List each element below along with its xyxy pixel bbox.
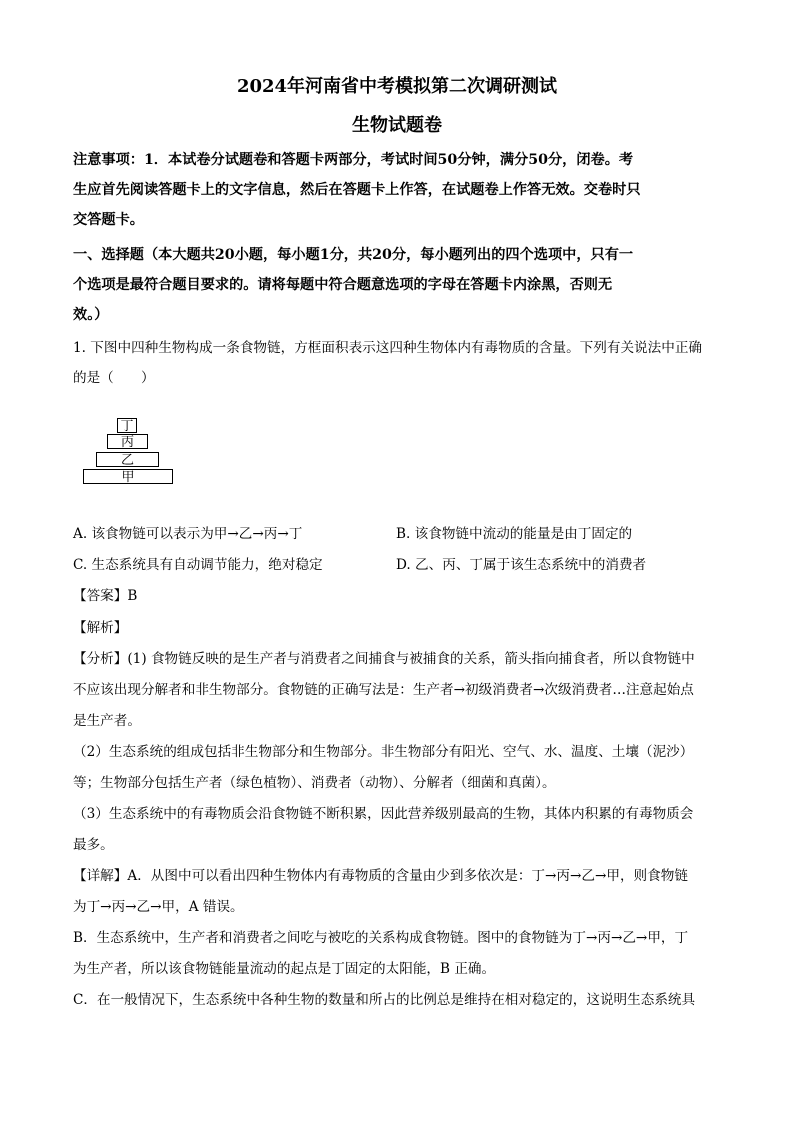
notice-line-3: 交答题卡。	[73, 212, 144, 228]
pyramid-box-jia: 甲	[83, 469, 173, 484]
pyramid-box-bing: 丙	[107, 434, 148, 449]
pyramid-box-yi: 乙	[96, 452, 159, 467]
page-subtitle: 生物试题卷	[352, 115, 442, 136]
section-line-1: 一、选择题（本大题共20小题，每小题1分，共20分，每小题列出的四个选项中，只有一	[73, 247, 634, 263]
pyramid-box-ding: 丁	[117, 418, 137, 433]
analysis-line-11: 为生产者，所以该食物链能量流动的起点是丁固定的太阳能，B 正确。	[73, 961, 496, 977]
notice-line-1: 注意事项：1．本试卷分试题卷和答题卡两部分，考试时间50分钟，满分50分，闭卷。考	[73, 152, 634, 168]
option-c: C. 生态系统具有自动调节能力，绝对稳定	[73, 557, 323, 573]
analysis-line-5: 等；生物部分包括生产者（绿色植物）、消费者（动物）、分解者（细菌和真菌）。	[73, 775, 556, 791]
analysis-line-12: C．在一般情况下，生态系统中各种生物的数量和所占的比例总是维持在相对稳定的，这说明生态系统具	[73, 992, 696, 1008]
analysis-line-10: B．生态系统中，生产者和消费者之间吃与被吃的关系构成食物链。图中的食物链为丁→丙→乙→甲，丁	[73, 930, 689, 946]
analysis-line-3: 是生产者。	[73, 713, 141, 729]
analysis-label: 【解析】	[73, 620, 128, 636]
analysis-line-2: 不应该出现分解者和非生物部分。食物链的正确写法是：生产者→初级消费者→次级消费者…注意起始点	[73, 682, 694, 698]
question-line-2: 的是（ ）	[73, 370, 155, 386]
analysis-line-6: （3）生态系统中的有毒物质会沿食物链不断积累，因此营养级别最高的生物，其体内积累的有毒物质会	[73, 806, 694, 822]
option-d: D. 乙、丙、丁属于该生态系统中的消费者	[396, 557, 647, 573]
page-title: 2024年河南省中考模拟第二次调研测试	[236, 76, 558, 97]
section-line-2: 个选项是最符合题目要求的。请将每题中符合题意选项的字母在答题卡内涂黑，否则无	[73, 277, 613, 293]
notice-line-2: 生应首先阅读答题卡上的文字信息，然后在答题卡上作答，在试题卷上作答无效。交卷时只	[73, 182, 641, 198]
question-line-1: 1. 下图中四种生物构成一条食物链，方框面积表示这四种生物体内有毒物质的含量。下列有关说法中正确	[73, 340, 703, 356]
analysis-line-8: 【详解】A．从图中可以看出四种生物体内有毒物质的含量由少到多依次是：丁→丙→乙→甲，则食物链	[73, 868, 688, 884]
analysis-line-7: 最多。	[73, 837, 114, 853]
analysis-line-1: 【分析】(1) 食物链反映的是生产者与消费者之间捕食与被捕食的关系，箭头指向捕食者，所以食物链中	[73, 651, 695, 667]
option-a: A. 该食物链可以表示为甲→乙→丙→丁	[73, 526, 303, 542]
section-line-3: 效。）	[73, 307, 109, 323]
option-b: B. 该食物链中流动的能量是由丁固定的	[396, 526, 633, 542]
analysis-line-9: 为丁→丙→乙→甲，A 错误。	[73, 899, 244, 915]
answer-line: 【答案】B	[73, 588, 138, 604]
analysis-line-4: （2）生态系统的组成包括非生物部分和生物部分。非生物部分有阳光、空气、水、温度、土壤（泥沙）	[73, 744, 694, 760]
